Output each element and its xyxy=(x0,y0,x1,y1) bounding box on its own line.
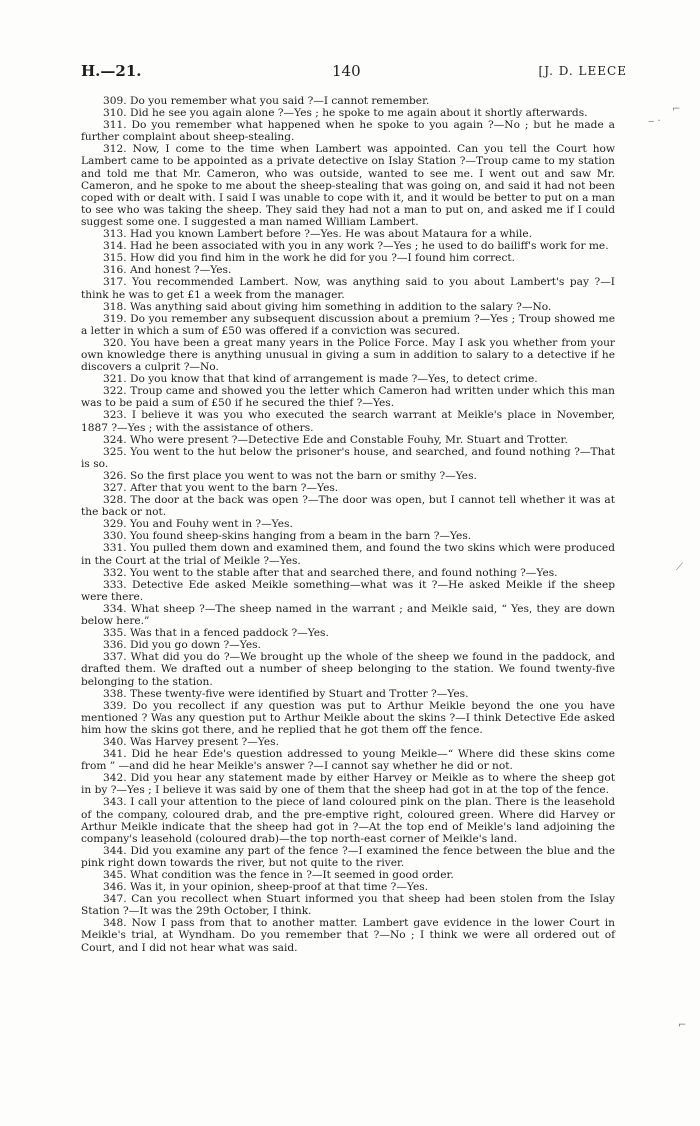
testimony-q342: 342. Did you hear any statement made by either Harvey or Meikle as to where the sheep got in by ?—Yes ; I believe it was said by one of them that the sheep had got in at the top of the fence. xyxy=(81,772,615,797)
page-number: 140 xyxy=(332,62,361,80)
testimony-q319: 319. Do you remember any subsequent discussion about a premium ?—Yes ; Troup showed me a letter in which a sum of £50 was offered if a conviction was secured. xyxy=(81,312,615,337)
testimony-q335: 335. Was that in a fenced paddock ?—Yes. xyxy=(103,627,329,640)
testimony-q336: 336. Did you go down ?—Yes. xyxy=(103,639,261,652)
testimony-q309: 309. Do you remember what you said ?—I cannot remember. xyxy=(103,95,430,107)
testimony-q328: 328. The door at the back was open ?—The door was open, but I cannot tell whether it was at the back or not. xyxy=(81,494,615,519)
witness-name: [J. D. LEECE xyxy=(538,64,627,78)
testimony-q327: 327. After that you went to the barn ?—Yes. xyxy=(103,482,339,494)
testimony-q345: 345. What condition was the fence in ?—It seemed in good order. xyxy=(103,869,454,881)
testimony-q312: 312. Now, I come to the time when Lambert was appointed. Can you tell the Court how Lambert came to be appointed as a private detective on Islay Station ?—Troup came to my station and told me that Mr. Cameron, who was outside, wanted to see me. I went out and saw Mr. Cameron, and he spoke to me about the sheep-stealing that was going on, and said it had not been coped with or dealt with. I said I was unable to cope with it, and it would be better to put on a man to see who was taking the sheep. They said they had not a man to put on, and asked me if I could suggest some one. I suggested a man named William Lambert. xyxy=(81,143,615,228)
testimony-q316: 316. And honest ?—Yes. xyxy=(103,264,232,277)
testimony-q344: 344. Did you examine any part of the fence ?—I examined the fence between the blue and the pink right down towards the river, but not quite to the river. xyxy=(81,844,615,869)
testimony-q334: 334. What sheep ?—The sheep named in the warrant ; and Meikle said, “ Yes, they are down below here.” xyxy=(81,602,615,628)
testimony-q341: 341. Did he hear Ede's question addressed to young Meikle—“ Where did these skins come from ” —and did he hear Meikle's answer ?—I cannot say whether he did or not. xyxy=(81,748,615,773)
testimony-q315: 315. How did you find him in the work he did for you ?—I found him correct. xyxy=(103,252,516,265)
testimony-q348: 348. Now I pass from that to another matter. Lambert gave evidence in the lower Court in Meikle's trial, at Wyndham. Do you remember that ?—No ; I think we were all ordered out of Court, and I did not hear what was said. xyxy=(81,917,615,954)
testimony-q332: 332. You went to the stable after that and searched there, and found nothing ?—Yes. xyxy=(103,566,558,579)
testimony-q337: 337. What did you do ?—We brought up the whole of the sheep we found in the paddock, and drafted them. We drafted out a number of sheep belonging to the station. We found twenty-five belonging to the station. xyxy=(81,651,615,688)
testimony-q311: 311. Do you remember what happened when he spoke to you again ?—No ; but he made a further complaint about sheep-stealing. xyxy=(81,119,615,144)
testimony-transcript xyxy=(81,95,615,954)
testimony-q329: 329. You and Fouhy went in ?—Yes. xyxy=(103,518,293,531)
testimony-q324: 324. Who were present ?—Detective Ede and Constable Fouhy, Mr. Stuart and Trotter. xyxy=(103,433,568,446)
testimony-q346: 346. Was it, in your opinion, sheep-proof at that time ?—Yes. xyxy=(103,881,429,894)
testimony-q310: 310. Did he see you again alone ?—Yes ; he spoke to me again about it shortly afterwards. xyxy=(103,107,588,120)
testimony-q333: 333. Detective Ede asked Meikle something—what was it ?—He asked Meikle if the sheep were there. xyxy=(81,578,615,603)
testimony-q317: 317. You recommended Lambert. Now, was anything said to you about Lambert's pay ?—I think he was to get £1 a week from the manager. xyxy=(81,276,615,301)
margin-pencil-mark: ‒ · xyxy=(648,116,661,127)
margin-pencil-mark: ⌐ xyxy=(678,1020,687,1031)
testimony-q343: 343. I call your attention to the piece of land coloured pink on the plan. There is the leasehold of the company, coloured drab, and the pre-emptive right, coloured green. Where did Harvey or Arthur Meikle indicate that the sheep had got in ?—At the top end of Meikle's land adjoining the company's leasehold (coloured drab)—the top north-east corner of Meikle's land. xyxy=(81,796,615,845)
margin-pencil-mark: ⟋ xyxy=(676,562,683,573)
testimony-q323: 323. I believe it was you who executed the search warrant at Meikle's place in November, 1887 ?—Yes ; with the assistance of others. xyxy=(81,409,615,434)
testimony-q321: 321. Do you know that that kind of arrangement is made ?—Yes, to detect crime. xyxy=(103,373,538,386)
testimony-q320: 320. You have been a great many years in the Police Force. May I ask you whether from your own knowledge there is anything unusual in giving a sum in addition to salary to a detective if he discovers a culprit ?—No. xyxy=(81,336,615,374)
testimony-q314: 314. Had he been associated with you in any work ?—Yes ; he used to do bailiff's work for me. xyxy=(103,240,609,253)
testimony-q313: 313. Had you known Lambert before ?—Yes. He was about Mataura for a while. xyxy=(103,228,533,241)
testimony-q326: 326. So the first place you went to was not the barn or smithy ?—Yes. xyxy=(103,469,477,482)
testimony-q325: 325. You went to the hut below the prisoner's house, and searched, and found nothing ?—That is so. xyxy=(81,445,615,470)
testimony-q339: 339. Do you recollect if any question was put to Arthur Meikle beyond the one you have mentioned ? Was any question put to Arthur Meikle about the skins ?—I think Detective Ede asked him how the skins got there, and he replied that he got them off the fence. xyxy=(81,699,615,736)
testimony-q338: 338. These twenty-five were identified by Stuart and Trotter ?—Yes. xyxy=(103,687,469,700)
margin-pencil-mark: ⌐ xyxy=(672,104,681,115)
testimony-q340: 340. Was Harvey present ?—Yes. xyxy=(103,735,279,748)
testimony-q330: 330. You found sheep-skins hanging from a beam in the barn ?—Yes. xyxy=(103,530,472,543)
testimony-q318: 318. Was anything said about giving him something in addition to the salary ?—No. xyxy=(103,300,552,313)
testimony-q347: 347. Can you recollect when Stuart informed you that sheep had been stolen from the Islay Station ?—It was the 29th October, I think. xyxy=(81,893,615,918)
page-header xyxy=(81,62,627,82)
testimony-q331: 331. You pulled them down and examined them, and found the two skins which were produced in the Court at the trial of Meikle ?—Yes. xyxy=(81,542,615,567)
parliamentary-paper-ref: H.—21. xyxy=(81,62,142,80)
testimony-q322: 322. Troup came and showed you the letter which Cameron had written under which this man was to be paid a sum of £50 if he secured the thief ?—Yes. xyxy=(81,385,615,410)
